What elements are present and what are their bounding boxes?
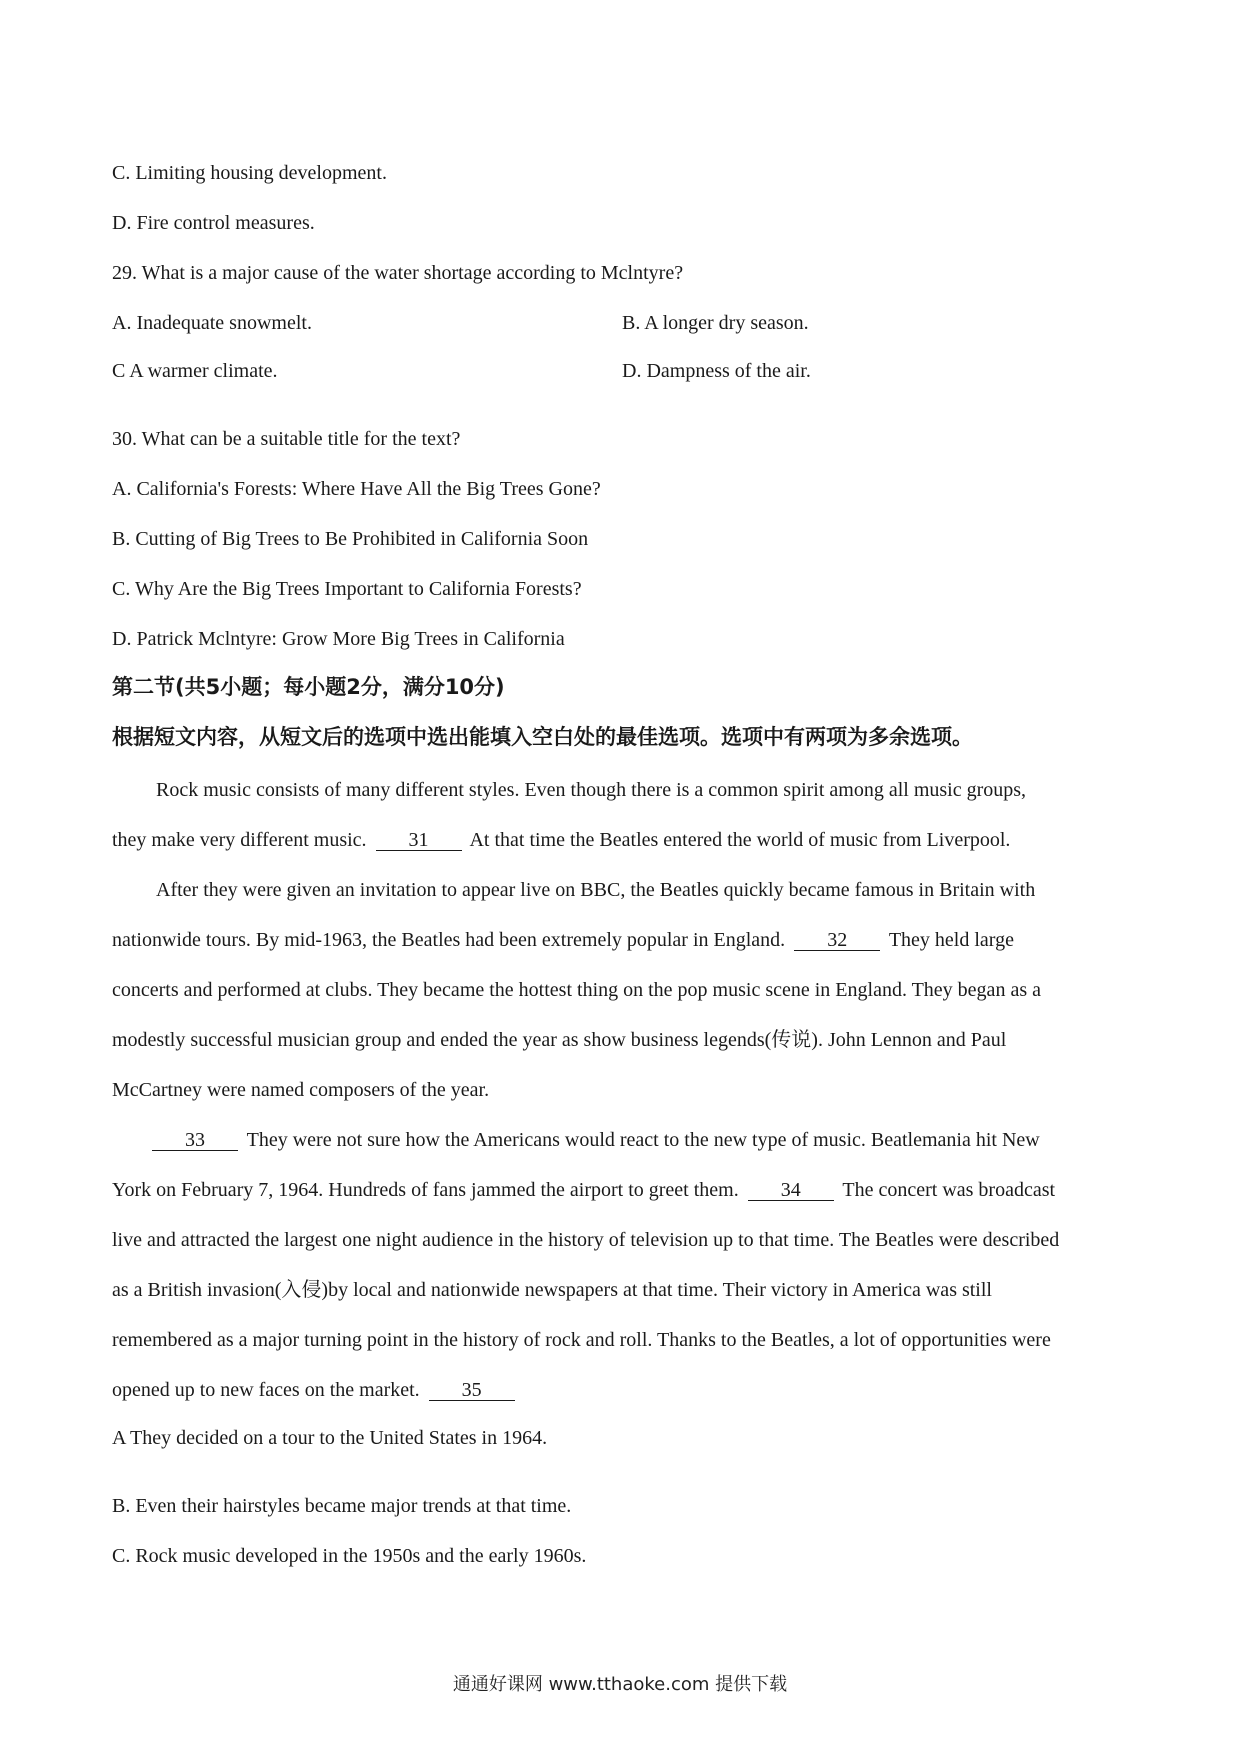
page-footer: 通通好课网 www.tthaoke.com 提供下载 bbox=[452, 1674, 788, 1695]
passage-text: They held large bbox=[888, 929, 1014, 951]
blank-31: 31 bbox=[376, 830, 462, 851]
q30-option-d: D. Patrick Mclntyre: Grow More Big Trees in California bbox=[112, 628, 565, 650]
passage-line bbox=[152, 1128, 1040, 1152]
blank-33: 33 bbox=[152, 1130, 238, 1151]
q30-option-a: A. California's Forests: Where Have All the Big Trees Gone? bbox=[112, 478, 601, 500]
q29-option-d: D. Dampness of the air. bbox=[622, 360, 811, 382]
passage-line: After they were given an invitation to appear live on BBC, the Beatles quickly became famous in Britain with bbox=[156, 879, 1036, 901]
passage-line: McCartney were named composers of the year. bbox=[112, 1079, 490, 1101]
passage-line bbox=[112, 1378, 519, 1402]
passage-line: live and attracted the largest one night audience in the history of television up to that time. The Beatles were described bbox=[112, 1229, 1060, 1251]
q30-question: 30. What can be a suitable title for the text? bbox=[112, 428, 461, 450]
q29-option-b: B. A longer dry season. bbox=[622, 312, 809, 334]
passage-text: nationwide tours. By mid-1963, the Beatles had been extremely popular in England. bbox=[112, 929, 786, 951]
passage-line: remembered as a major turning point in the history of rock and roll. Thanks to the Beatles, a lot of opportunities were bbox=[112, 1329, 1051, 1351]
blank-34: 34 bbox=[748, 1180, 834, 1201]
passage-text: At that time the Beatles entered the world of music from Liverpool. bbox=[469, 829, 1011, 851]
passage-line: concerts and performed at clubs. They became the hottest thing on the pop music scene in England. They began as a bbox=[112, 979, 1041, 1001]
section-title: 第二节(共5小题；每小题2分，满分10分) bbox=[112, 675, 505, 699]
q29-question: 29. What is a major cause of the water shortage according to Mclntyre? bbox=[112, 262, 684, 284]
passage-text: They were not sure how the Americans would react to the new type of music. Beatlemania hit New bbox=[246, 1129, 1040, 1151]
passage-text: they make very different music. bbox=[112, 829, 367, 851]
choice-b: B. Even their hairstyles became major trends at that time. bbox=[112, 1495, 572, 1517]
passage-text: opened up to new faces on the market. bbox=[112, 1379, 420, 1401]
section-instruction: 根据短文内容，从短文后的选项中选出能填入空白处的最佳选项。选项中有两项为多余选项。 bbox=[112, 725, 973, 749]
q30-option-c: C. Why Are the Big Trees Important to California Forests? bbox=[112, 578, 582, 600]
q29-option-c: C A warmer climate. bbox=[112, 360, 278, 382]
passage-text: York on February 7, 1964. Hundreds of fans jammed the airport to greet them. bbox=[112, 1179, 739, 1201]
blank-35: 35 bbox=[429, 1380, 515, 1401]
passage-line bbox=[112, 1178, 1055, 1202]
passage-line bbox=[112, 928, 1014, 952]
passage-line bbox=[112, 828, 1010, 852]
passage-line: modestly successful musician group and ended the year as show business legends(传说). John Lennon and Paul bbox=[112, 1029, 1007, 1051]
q28-option-c: C. Limiting housing development. bbox=[112, 162, 387, 184]
q30-option-b: B. Cutting of Big Trees to Be Prohibited in California Soon bbox=[112, 528, 589, 550]
blank-32: 32 bbox=[794, 930, 880, 951]
passage-line: Rock music consists of many different styles. Even though there is a common spirit among all music groups, bbox=[156, 779, 1027, 801]
q29-option-a: A. Inadequate snowmelt. bbox=[112, 312, 312, 334]
q28-option-d: D. Fire control measures. bbox=[112, 212, 315, 234]
choice-a: A They decided on a tour to the United States in 1964. bbox=[112, 1427, 548, 1449]
passage-line: as a British invasion(入侵)by local and nationwide newspapers at that time. Their victory in America was still bbox=[112, 1279, 992, 1301]
choice-c: C. Rock music developed in the 1950s and the early 1960s. bbox=[112, 1545, 587, 1567]
passage-text: The concert was broadcast bbox=[842, 1179, 1056, 1201]
